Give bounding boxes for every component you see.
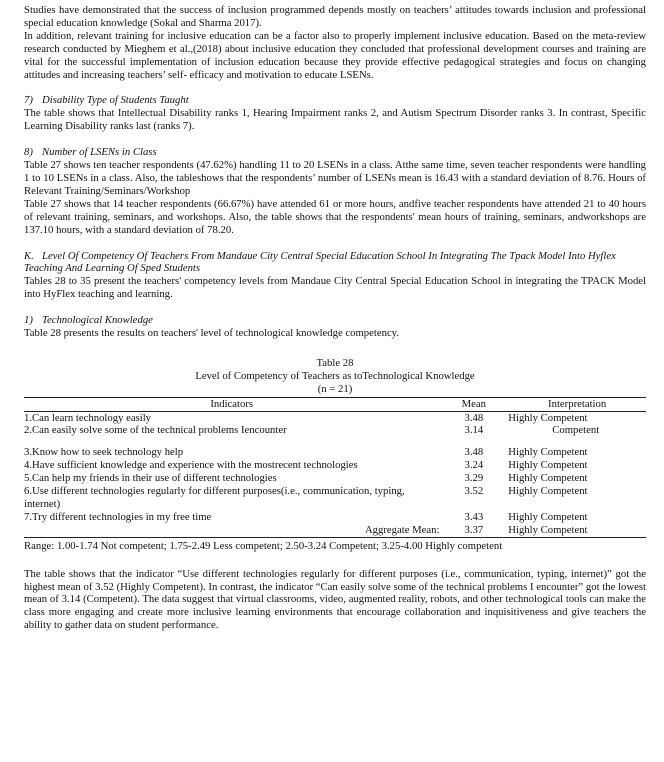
header-indicators: Indicators (24, 397, 439, 411)
mean-cell: 3.14 (464, 424, 484, 437)
interpretation-cell: Highly Competent (508, 446, 588, 459)
section-k-body: Tables 28 to 35 present the teachers' competency levels from Mandaue City Central Special Education School in integrating the TPACK Model into HyFlex teaching and learning. (24, 275, 646, 301)
interpretation-cell: Highly Competent (508, 510, 588, 523)
table-header-row (24, 397, 646, 411)
table-row (24, 472, 646, 485)
table-label: Table 28 (316, 356, 354, 369)
intro-paragraph-2: In addition, relevant training for inclusive education can be a factor also to properly implement inclusive education. Based on the meta-review research conducted by Mieghem et al.,(2018) about inclusive education they concluded that professional development courses and training are vital for the successful implementation of inclusion education because they provide effective pedagogical strategies and focus on changing attitudes and increasing teachers’ self- efficacy and motivation to educate LSENs. (24, 29, 646, 81)
header-mean: Mean (439, 397, 508, 411)
table-title: Level of Competency of Teachers as toTechnological Knowledge (195, 369, 475, 382)
section-1-body: Table 28 presents the results on teachers' level of technological knowledge competency. (24, 327, 400, 340)
table-sample-size: (n = 21) (317, 382, 353, 395)
section-8-heading (24, 146, 646, 159)
closing-paragraph: The table shows that the indicator “Use different technologies regularly for different purposes (i.e., communication, typing, internet)” got the highest mean of 3.52 (Highly Competent). In contrast, the indicator “Can easily solve some of the technical problems I encounter” got the lowest mean of 3.14 (Competent). The data suggest that virtual classrooms, video, augmented reality, robots, and other technological tools can make the class more engaging and create more inclusive learning environments that encourage collaboration and inquisitiveness and give teachers the ability to gather data on student performance. (24, 567, 646, 632)
indicator-cell: 5.Can help my friends in their use of different technologies (24, 472, 277, 485)
mean-cell: 3.48 (464, 446, 484, 459)
interpretation-cell: Highly Competent (508, 485, 588, 498)
section-8-paragraph-1: Table 27 shows ten teacher respondents (47.62%) handling 11 to 20 LSENs in a class. Atthe same time, seven teacher respondents were handling 1 to 10 LSENs in a class. Also, the tableshows that the respondents’ number of LSENs mean is 16.43 with a standard deviation of 8.76. Hours of Relevant Training/Seminars/Workshop (24, 159, 646, 197)
table-spacer (24, 437, 646, 446)
mean-cell: 3.52 (464, 485, 484, 498)
aggregate-mean: 3.37 (439, 524, 508, 537)
indicator-cell: 6.Use different technologies regularly for different purposes(i.e., communication, typing, internet) (24, 485, 405, 510)
section-7-body: The table shows that Intellectual Disability ranks 1, Hearing Impairment ranks 2, and Autism Spectrum Disorder ranks 3. In contrast, Specific Learning Disability ranks last (ranks 7). (24, 107, 646, 133)
interpretation-cell: Highly Competent (508, 472, 588, 485)
section-k-heading (24, 250, 646, 276)
aggregate-label: Aggregate Mean: (24, 524, 439, 537)
table-row (24, 411, 646, 424)
section-7-number: 7) (24, 94, 33, 107)
indicator-cell: 2.Can easily solve some of the technical problems Iencounter (24, 424, 287, 437)
interpretation-cell: Competent (552, 424, 600, 437)
indicator-cell: 7.Try different technologies in my free time (24, 510, 212, 523)
indicator-cell: 1.Can learn technology easily (24, 411, 152, 424)
section-1-number: 1) (24, 314, 33, 327)
intro-paragraph-1: Studies have demonstrated that the success of inclusion programmed depends mostly on teachers’ attitudes towards inclusion and professional special education knowledge (Sokal and Sharma 2017). (24, 4, 646, 29)
section-7-heading (24, 94, 646, 107)
table-row (24, 511, 646, 524)
table-row (24, 459, 646, 472)
section-k-title: Level Of Competency Of Teachers From Mandaue City Central Special Education School In Integrating The Tpack Model Into Hyflex Teaching And Learning Of Sped Students (24, 249, 616, 275)
header-interpretation: Interpretation (508, 397, 646, 411)
table-row (24, 446, 646, 459)
mean-cell: 3.48 (464, 411, 484, 424)
section-1-title: Technological Knowledge (42, 314, 153, 327)
section-1-heading (24, 314, 646, 327)
mean-cell: 3.29 (464, 472, 484, 485)
interpretation-cell: Highly Competent (508, 459, 588, 472)
section-8-number: 8) (24, 146, 33, 159)
table-range-note: Range: 1.00-1.74 Not competent; 1.75-2.49 Less competent; 2.50-3.24 Competent; 3.25-4.00 Highly competent (24, 539, 503, 552)
table-28-block (24, 357, 646, 553)
competency-table (24, 397, 646, 538)
indicator-cell: 3.Know how to seek technology help (24, 446, 184, 459)
section-7-title: Disability Type of Students Taught (42, 94, 189, 107)
mean-cell: 3.43 (464, 510, 484, 523)
table-row (24, 485, 646, 511)
table-row (24, 424, 646, 437)
aggregate-row (24, 524, 646, 537)
section-8-title: Number of LSENs in Class (42, 146, 157, 159)
mean-cell: 3.24 (464, 459, 484, 472)
section-k-number: K. (24, 249, 34, 262)
paper-page (24, 4, 646, 632)
interpretation-cell: Highly Competent (508, 411, 588, 424)
aggregate-interpretation: Highly Competent (508, 524, 646, 537)
indicator-cell: 4.Have sufficient knowledge and experience with the mostrecent technologies (24, 459, 358, 472)
section-8-paragraph-2: Table 27 shows that 14 teacher respondents (66.67%) have attended 61 or more hours, andfive teacher respondents have attended 21 to 40 hours of relevant training, seminars, and workshops. Also, the table shows that the respondents' mean hours of training, seminars, andworkshops are 137.10 hours, with a standard deviation of 78.20. (24, 197, 646, 236)
